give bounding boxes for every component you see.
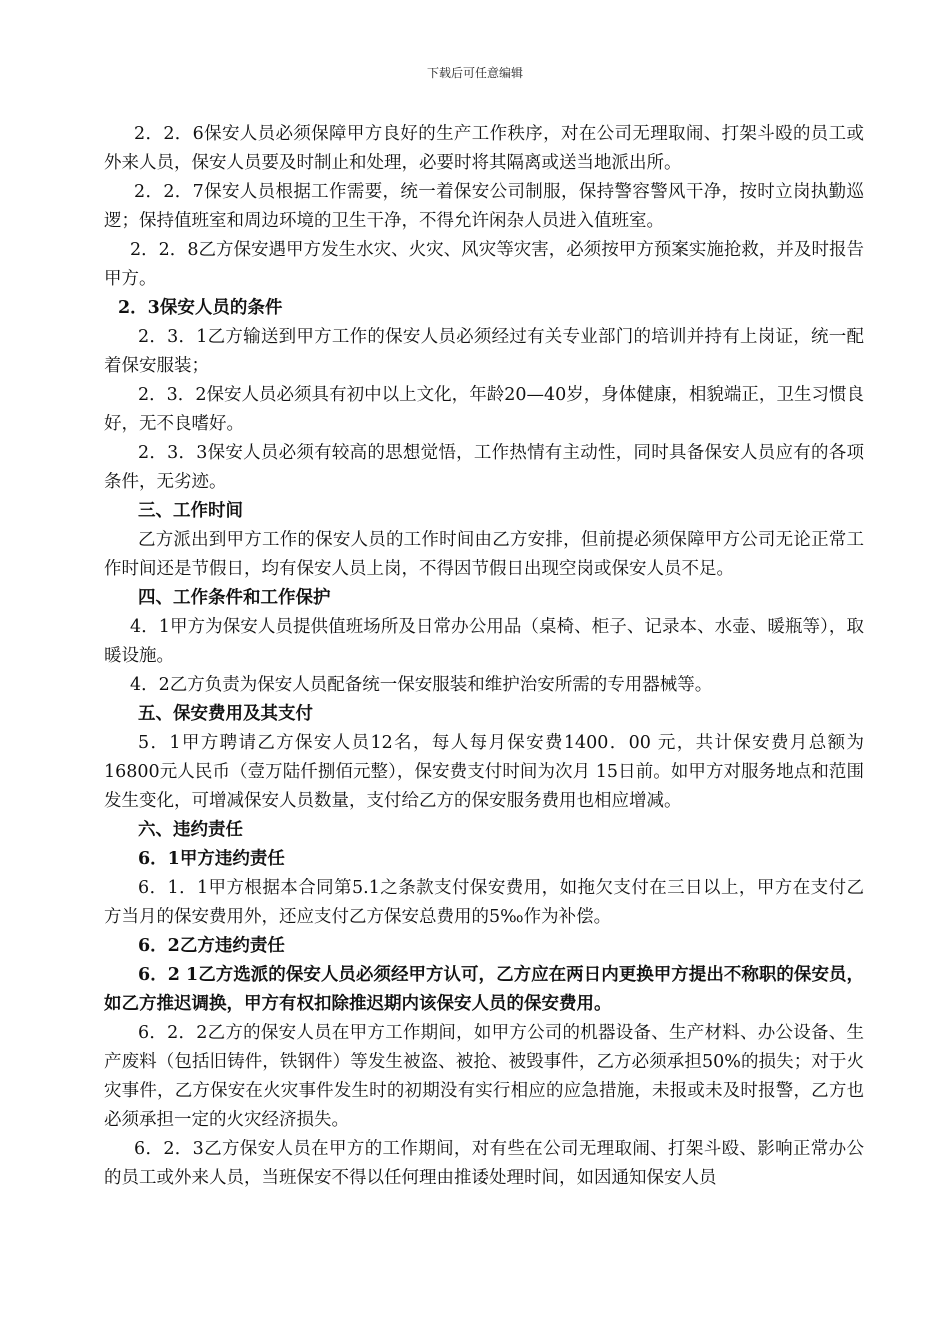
section-heading-3: 三、工作时间 [138, 501, 243, 521]
clause-2-2-6: 2．2．6保安人员必须保障甲方良好的生产工作秩序，对在公司无理取闹、打架斗殴的员工或外来人员，保安人员要及时制止和处理，必要时将其隔离或送当地派出所。 [104, 124, 864, 173]
document-body [104, 120, 864, 1193]
section-heading-6-1: 6．1甲方违约责任 [138, 849, 285, 869]
section-heading-4: 四、工作条件和工作保护 [138, 588, 331, 608]
clause-2-3-3: 2．3．3保安人员必须有较高的思想觉悟，工作热情有主动性，同时具备保安人员应有的各项条件，无劣迹。 [104, 443, 864, 492]
section-heading-6-2: 6．2乙方违约责任 [138, 936, 285, 956]
clause-2-2-8: 2．2．8乙方保安遇甲方发生水灾、火灾、风灾等灾害，必须按甲方预案实施抢救，并及时报告甲方。 [104, 240, 864, 289]
clause-6-2-3: 6．2．3乙方保安人员在甲方的工作期间，对有些在公司无理取闹、打架斗殴、影响正常办公的员工或外来人员，当班保安不得以任何理由推诿处理时间，如因通知保安人员 [104, 1139, 864, 1188]
download-note: 下载后可任意编辑 [426, 66, 523, 80]
clause-4-1: 4．1甲方为保安人员提供值班场所及日常办公用品（桌椅、柜子、记录本、水壶、暖瓶等），取暖设施。 [104, 617, 864, 666]
clause-2-3-1: 2．3．1乙方输送到甲方工作的保安人员必须经过有关专业部门的培训并持有上岗证，统一配着保安服装； [104, 327, 864, 376]
section-heading-2-3: 2．3保安人员的条件 [118, 298, 283, 318]
section-heading-5: 五、保安费用及其支付 [138, 704, 313, 724]
clause-6-2-1: 6．2 1乙方选派的保安人员必须经甲方认可，乙方应在两日内更换甲方提出不称职的保安员，如乙方推迟调换，甲方有权扣除推迟期内该保安人员的保安费用。 [104, 965, 864, 1014]
clause-5-1: 5．1甲方聘请乙方保安人员12名，每人每月保安费1400．00 元，共计保安费月总额为16800元人民币（壹万陆仟捌佰元整），保安费支付时间为次月 15日前。如甲方对服务地点和范围发生变化，可增减保安人员数量，支付给乙方的保安服务费用也相应增减。 [104, 733, 864, 811]
clause-2-3-2: 2．3．2保安人员必须具有初中以上文化，年龄20—40岁，身体健康，相貌端正，卫生习惯良好，无不良嗜好。 [104, 385, 864, 434]
clause-6-2-2: 6．2．2乙方的保安人员在甲方工作期间，如甲方公司的机器设备、生产材料、办公设备、生产废料（包括旧铸件，铁钢件）等发生被盗、被抢、被毁事件，乙方必须承担50%的损失；对于火灾事件，乙方保安在火灾事件发生时的初期没有实行相应的应急措施，未报或未及时报警，乙方也必须承担一定的火灾经济损失。 [104, 1023, 864, 1130]
clause-6-1-1: 6．1．1甲方根据本合同第5.1之条款支付保安费用，如拖欠支付在三日以上，甲方在支付乙方当月的保安费用外，还应支付乙方保安总费用的5‰作为补偿。 [104, 878, 864, 927]
clause-4-2: 4．2乙方负责为保安人员配备统一保安服装和维护治安所需的专用器械等。 [130, 675, 713, 695]
clause-3: 乙方派出到甲方工作的保安人员的工作时间由乙方安排，但前提必须保障甲方公司无论正常工作时间还是节假日，均有保安人员上岗，不得因节假日出现空岗或保安人员不足。 [104, 530, 864, 579]
clause-2-2-7: 2．2．7保安人员根据工作需要，统一着保安公司制服，保持警容警风干净，按时立岗执勤巡逻；保持值班室和周边环境的卫生干净，不得允许闲杂人员进入值班室。 [104, 182, 864, 231]
section-heading-6: 六、违约责任 [138, 820, 243, 840]
